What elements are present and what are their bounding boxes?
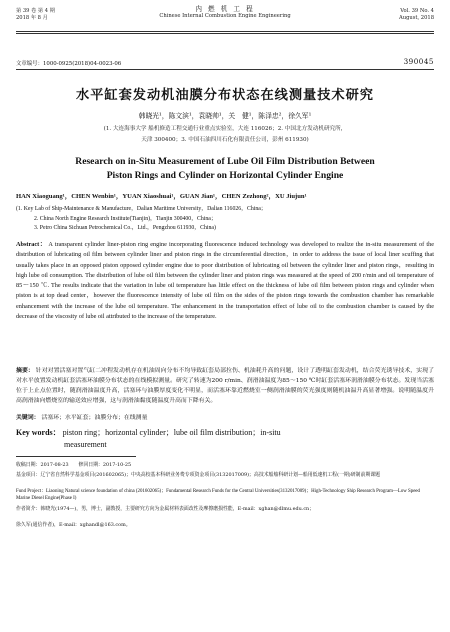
footnote-fund-cn: 基金项目：辽宁省自然科学基金项目(201602065)；中央高校基本科研业务费专项资金项目(3132017009)；高技术船舶科研计划—船用低速机工程(一期)研制前期课题: [16, 472, 381, 478]
running-header: [16, 6, 434, 30]
header-center: [16, 6, 434, 20]
authors-en: HAN Xiaoguang¹，CHEN Wenbin¹，YUAN Xiaoshuai¹，GUAN Jian¹，CHEN Zezhong²，XU Jiujun¹: [16, 193, 307, 200]
article-number: 文章编号：1000-0925(2018)04-0023-06: [16, 61, 122, 67]
header-date-cn: 2018 年 8 月: [16, 15, 48, 21]
abstract-cn: [16, 366, 434, 406]
keywords-cn: [16, 412, 434, 421]
keywords-en-text-cont: measurement: [64, 439, 107, 449]
affiliations-cn: [16, 124, 434, 146]
authors-cn: 韩晓光¹，陈文滨¹，袁晓帅¹，关 健¹，陈泽忠²，徐久军¹: [138, 112, 312, 120]
article-number-divider: [16, 69, 434, 70]
keywords-en-label: Key words：: [16, 428, 61, 437]
article-number-row: [16, 59, 434, 67]
footnote-received: 收稿日期：2017-08-23 修回日期：2017-10-25: [16, 462, 132, 468]
footnote-fund-en: Fund Project：Liaoning Natural science foundation of china (201602065)；Fundamental Research Funds for the Central Universities(3132017009)；High-Technology Ship Research Program—Low Speed Marine Diesel Engine(Phase I): [16, 489, 420, 501]
header-date-en: August, 2018: [399, 15, 434, 21]
journal-name-cn: 内 燃 机 工 程: [195, 5, 255, 13]
title-cn: 水平缸套发动机油膜分布状态在线测量技术研究: [76, 88, 374, 103]
footnote-divider: [16, 456, 136, 457]
abstract-cn-text: 针对对置活塞对置气缸二冲程发动机存在机油周向分布不均导致缸套局部拉伤、机油耗升高的问题，设计了透明缸套发动机，结合荧光诱导技术，实现了对水平放置发动机缸套活塞环油膜分布状态的在线模拟测量。研究了转速为200 r/min、润滑油温度为85～150 ℃时缸套活塞环润滑油膜分布状态。发现当活塞位于上止点位置时，随润滑油温度升高，活塞环与油膜厚度变化不明显，而活塞环靠近燃烧室一侧润滑油膜的荧光强度则随机油温升高显著增强。说明随温度升高润滑油向燃烧室的输送效应增强，这与润滑油黏度随温度升高而下降有关。: [16, 368, 435, 404]
header-volume-cn: 第 39 卷 第 4 期: [16, 8, 55, 14]
affiliations-en: [16, 205, 434, 234]
header-volume-en: Vol. 39 No. 4: [400, 8, 434, 14]
title-en-line: Research on in-Situ Measurement of Lube Oil Film Distribution Between: [75, 156, 375, 167]
keywords-cn-text: 活塞环；水平缸套；油膜分布；在线测量: [41, 415, 148, 421]
abstract-en: [16, 240, 434, 322]
keywords-en-text: piston ring；horizontal cylinder；lube oil film distribution；in-situ: [62, 428, 281, 437]
journal-name-en: Chinese Internal Combustion Engine Engineering: [159, 13, 291, 19]
title-en: [16, 155, 434, 183]
keywords-en: [16, 427, 434, 450]
header-right: [399, 8, 434, 22]
abstract-en-text: A transparent cylinder liner-piston ring engine incorporating fluorescence induced technology was developed to realize the in-situ measurement of the distribution of lubricating oil film between cylinder liner and piston rings in the circumferential direction，in order to address the issue of local liner scuffing that usually takes place in an opposed piston opposed cylinder engine due to poor distribution of lubricating oil between the cylinder liner and piston rings，resulting in high lube oil consumption. The distribution of lube oil film between the cylinder liner and piston rings was measured at the speed of 200 r/min and oil temperature of 85～150 ℃. The results indicate that the variation in lube oil temperature has little effect on the thickness of lube oil film between piston rings and cylinder when piston is at top dead center，however the fluorescence intensity of lube oil film on the sides of the piston rings towards the combustion chamber has remarkable enhancement with the increase of the lube oil temperature. The enhancement in the transportation effect of lube oil to the combustion chamber is caused by the decrease of the viscosity of lube oil attributed to the increase of the temperature.: [16, 241, 434, 320]
keywords-cn-label: 关键词：: [16, 415, 40, 421]
affiliation-en-line: 3. Petro China Sichuan Petrochemical Co.，Ltd.，Pengzhou 611930，China): [34, 225, 216, 231]
affiliation-en-line: (1. Key Lab of Ship-Maintenance & Manufacture，Dalian Maritime University，Dalian 116026，China；: [16, 206, 267, 212]
header-divider: [16, 31, 434, 32]
title-en-line: Piston Rings and Cylinder on Horizontal Cylinder Engine: [106, 170, 344, 181]
footnote-author: 作者简介：韩晓光(1974—)，男，博士，副教授，主要研究方向为金属材料表面改性及摩擦磨损性能，E-mail：xghan@dlmu.edu.cn；: [16, 506, 315, 512]
abstract-en-label: Abstract：: [16, 241, 47, 248]
affiliation-cn-line: (1. 大连海事大学 船机修造工程交通行业重点实验室，大连 116026；2. 中国北方发动机研究所，: [103, 126, 347, 132]
abstract-cn-label: 摘要：: [16, 368, 34, 374]
article-code: 390045: [403, 57, 434, 66]
affiliation-cn-line: 天津 300400；3. 中国石油四川石化有限责任公司，彭州 611930): [141, 137, 309, 143]
footnote-contact: 徐久军(通信作者)，E-mail：xghandl@163.com。: [16, 522, 131, 528]
affiliation-en-line: 2. China North Engine Research Institute(Tianjin)，Tianjin 300400，China；: [34, 215, 217, 222]
header-divider-thin: [16, 33, 434, 34]
